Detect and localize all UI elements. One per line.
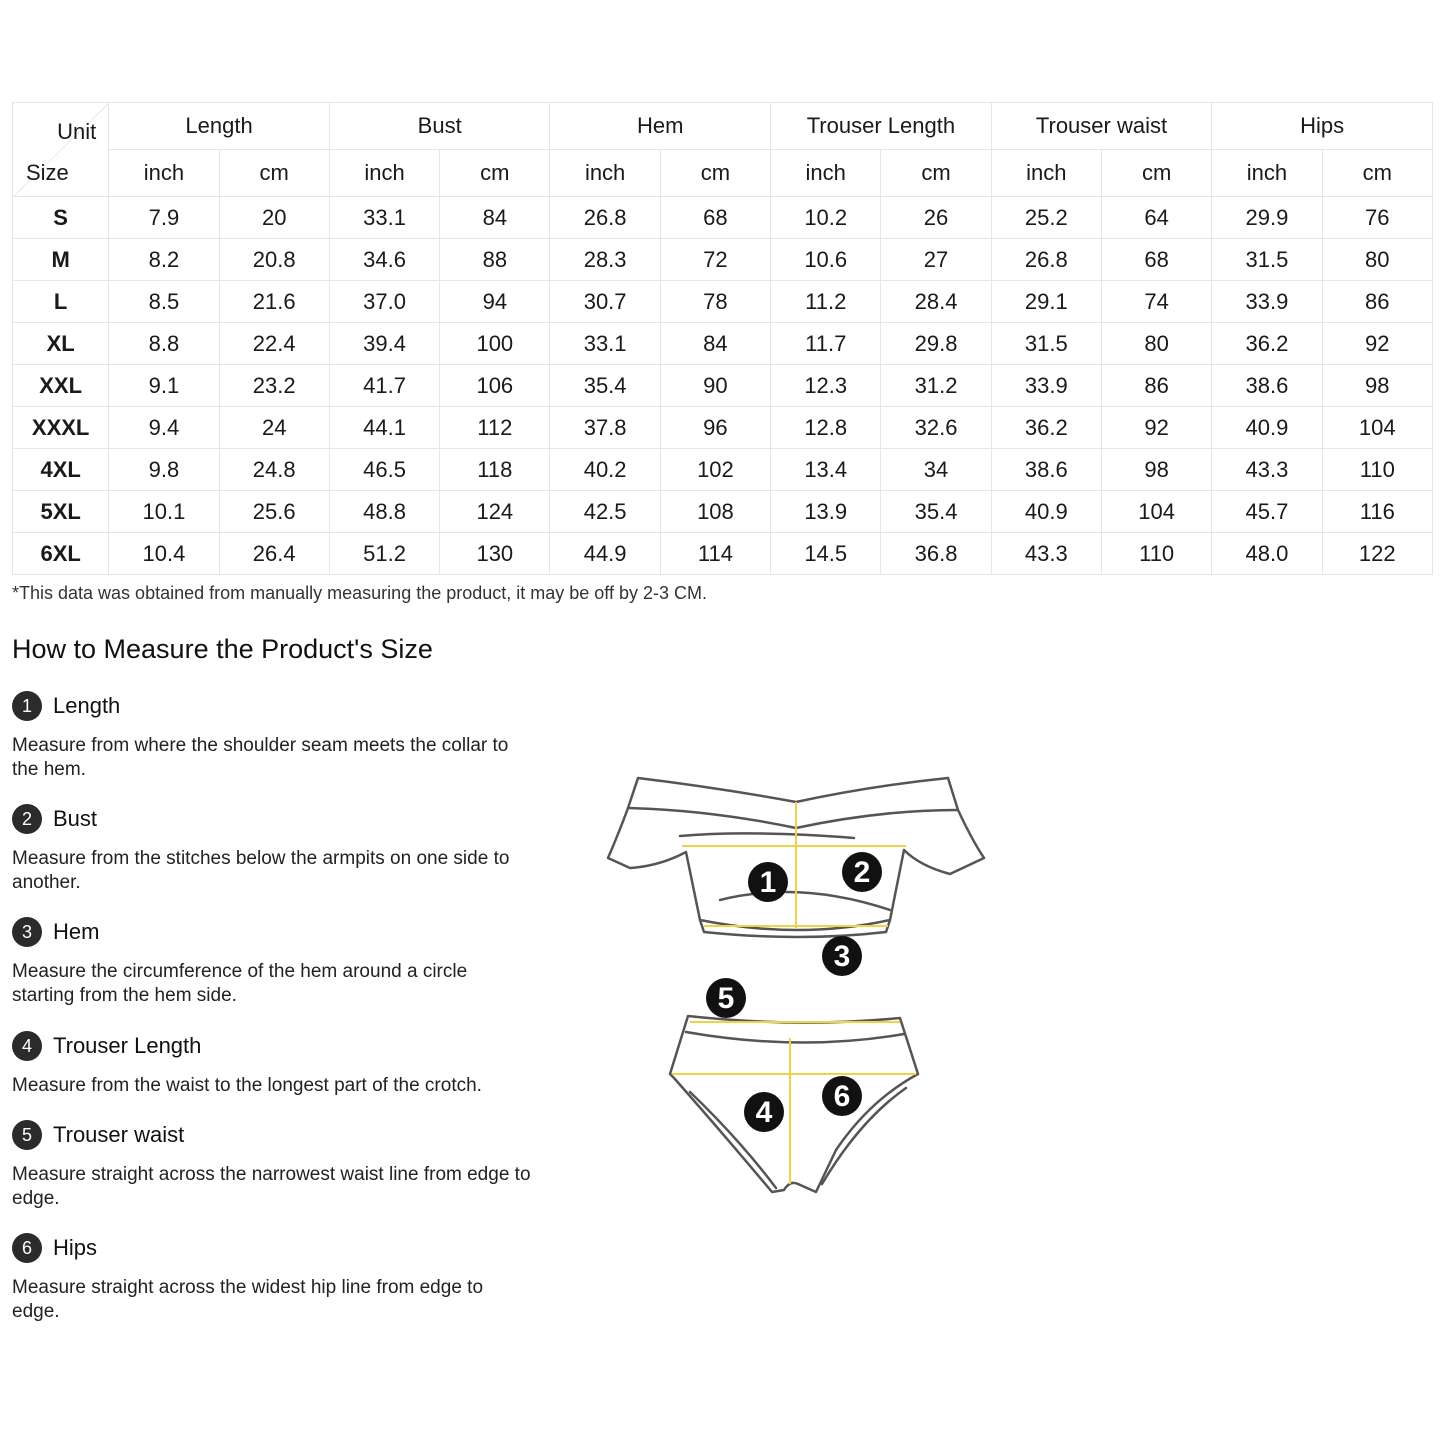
value-cell: 31.2: [881, 365, 991, 407]
unit-header-inch: inch: [771, 150, 881, 197]
value-cell: 80: [1322, 239, 1432, 281]
value-cell: 84: [440, 197, 550, 239]
table-row: [13, 323, 1433, 365]
bottom-waistband: [686, 1032, 904, 1043]
value-cell: 9.8: [109, 449, 219, 491]
size-label: Size: [26, 160, 69, 185]
unit-label: Unit: [57, 119, 97, 144]
value-cell: 23.2: [219, 365, 329, 407]
table-row: [13, 281, 1433, 323]
group-header-row: [13, 103, 1433, 150]
step-title: Hips: [53, 1235, 98, 1260]
value-cell: 34: [881, 449, 991, 491]
size-cell: 5XL: [13, 491, 109, 533]
size-cell: XXL: [13, 365, 109, 407]
unit-header-cm: cm: [219, 150, 329, 197]
value-cell: 36.2: [1212, 323, 1322, 365]
step-description: Measure straight across the widest hip line from edge to edge.: [12, 1277, 484, 1322]
group-header-hips: Hips: [1212, 103, 1433, 150]
value-cell: 48.0: [1212, 533, 1322, 575]
value-cell: 92: [1322, 323, 1432, 365]
value-cell: 80: [1101, 323, 1211, 365]
value-cell: 28.3: [550, 239, 660, 281]
marker-6-label: 6: [833, 1080, 851, 1113]
marker-4-label: 4: [755, 1096, 773, 1129]
value-cell: 96: [660, 407, 770, 449]
value-cell: 86: [1101, 365, 1211, 407]
step-trouser-length: [12, 1030, 532, 1098]
value-cell: 29.9: [1212, 197, 1322, 239]
step-description: Measure straight across the narrowest waist line from edge to edge.: [12, 1164, 531, 1209]
unit-header-inch: inch: [1212, 150, 1322, 197]
size-cell: XXXL: [13, 407, 109, 449]
value-cell: 10.4: [109, 533, 219, 575]
step-number-badge: 3: [12, 917, 42, 947]
unit-header-row: [13, 150, 1433, 197]
value-cell: 102: [660, 449, 770, 491]
value-cell: 31.5: [991, 323, 1101, 365]
value-cell: 106: [440, 365, 550, 407]
value-cell: 76: [1322, 197, 1432, 239]
unit-header-cm: cm: [440, 150, 550, 197]
value-cell: 8.5: [109, 281, 219, 323]
value-cell: 104: [1322, 407, 1432, 449]
step-hem: [12, 916, 532, 1008]
value-cell: 26.8: [550, 197, 660, 239]
value-cell: 26.8: [991, 239, 1101, 281]
value-cell: 11.2: [771, 281, 881, 323]
value-cell: 33.9: [1212, 281, 1322, 323]
corner-cell: [13, 103, 109, 197]
step-title: Bust: [53, 806, 98, 831]
value-cell: 12.3: [771, 365, 881, 407]
unit-header-cm: cm: [881, 150, 991, 197]
value-cell: 41.7: [329, 365, 439, 407]
value-cell: 94: [440, 281, 550, 323]
step-number-badge: 2: [12, 804, 42, 834]
top-wrap-line: [680, 833, 854, 838]
value-cell: 98: [1101, 449, 1211, 491]
unit-header-cm: cm: [660, 150, 770, 197]
value-cell: 104: [1101, 491, 1211, 533]
value-cell: 29.8: [881, 323, 991, 365]
value-cell: 24.8: [219, 449, 329, 491]
value-cell: 10.2: [771, 197, 881, 239]
table-row: [13, 239, 1433, 281]
top-band-fold: [628, 808, 958, 828]
unit-header-inch: inch: [550, 150, 660, 197]
value-cell: 13.9: [771, 491, 881, 533]
size-cell: L: [13, 281, 109, 323]
value-cell: 64: [1101, 197, 1211, 239]
value-cell: 130: [440, 533, 550, 575]
value-cell: 72: [660, 239, 770, 281]
value-cell: 43.3: [1212, 449, 1322, 491]
size-cell: 4XL: [13, 449, 109, 491]
step-number-badge: 4: [12, 1031, 42, 1061]
value-cell: 35.4: [550, 365, 660, 407]
value-cell: 74: [1101, 281, 1211, 323]
value-cell: 38.6: [1212, 365, 1322, 407]
marker-2-label: 2: [853, 856, 871, 889]
group-header-length: Length: [109, 103, 330, 150]
value-cell: 39.4: [329, 323, 439, 365]
value-cell: 29.1: [991, 281, 1101, 323]
group-header-bust: Bust: [329, 103, 550, 150]
unit-header-cm: cm: [1322, 150, 1432, 197]
step-number-badge: 1: [12, 691, 42, 721]
value-cell: 40.9: [1212, 407, 1322, 449]
value-cell: 45.7: [1212, 491, 1322, 533]
table-row: [13, 365, 1433, 407]
value-cell: 35.4: [881, 491, 991, 533]
size-cell: 6XL: [13, 533, 109, 575]
step-description: Measure from the stitches below the armpits on one side to another.: [12, 848, 510, 893]
value-cell: 31.5: [1212, 239, 1322, 281]
value-cell: 24: [219, 407, 329, 449]
value-cell: 26: [881, 197, 991, 239]
value-cell: 118: [440, 449, 550, 491]
value-cell: 25.6: [219, 491, 329, 533]
value-cell: 100: [440, 323, 550, 365]
value-cell: 32.6: [881, 407, 991, 449]
value-cell: 84: [660, 323, 770, 365]
value-cell: 122: [1322, 533, 1432, 575]
group-header-trouser-waist: Trouser waist: [991, 103, 1212, 150]
marker-5-label: 5: [717, 982, 735, 1015]
value-cell: 20: [219, 197, 329, 239]
value-cell: 10.6: [771, 239, 881, 281]
step-trouser-waist: [12, 1119, 532, 1211]
value-cell: 40.2: [550, 449, 660, 491]
size-cell: XL: [13, 323, 109, 365]
step-title: Hem: [53, 919, 100, 944]
size-chart-table: [12, 102, 1433, 575]
value-cell: 51.2: [329, 533, 439, 575]
value-cell: 21.6: [219, 281, 329, 323]
value-cell: 86: [1322, 281, 1432, 323]
value-cell: 114: [660, 533, 770, 575]
step-title: Trouser waist: [53, 1122, 185, 1147]
value-cell: 43.3: [991, 533, 1101, 575]
value-cell: 13.4: [771, 449, 881, 491]
value-cell: 34.6: [329, 239, 439, 281]
value-cell: 30.7: [550, 281, 660, 323]
step-number-badge: 6: [12, 1233, 42, 1263]
step-hips: [12, 1232, 532, 1324]
value-cell: 90: [660, 365, 770, 407]
step-description: Measure the circumference of the hem around a circle starting from the hem side.: [12, 961, 468, 1006]
step-bust: [12, 803, 532, 895]
howto-title: How to Measure the Product's Size: [12, 634, 433, 664]
value-cell: 48.8: [329, 491, 439, 533]
value-cell: 88: [440, 239, 550, 281]
value-cell: 37.8: [550, 407, 660, 449]
step-title: Length: [53, 693, 121, 718]
table-row: [13, 533, 1433, 575]
marker-3-label: 3: [833, 940, 851, 973]
unit-header-inch: inch: [109, 150, 219, 197]
value-cell: 110: [1101, 533, 1211, 575]
value-cell: 27: [881, 239, 991, 281]
step-description: Measure from the waist to the longest part of the crotch.: [12, 1075, 482, 1096]
group-header-hem: Hem: [550, 103, 771, 150]
value-cell: 124: [440, 491, 550, 533]
value-cell: 22.4: [219, 323, 329, 365]
table-row: [13, 449, 1433, 491]
unit-header-inch: inch: [329, 150, 439, 197]
table-row: [13, 407, 1433, 449]
value-cell: 33.1: [329, 197, 439, 239]
table-row: [13, 197, 1433, 239]
step-description: Measure from where the shoulder seam meets the collar to the hem.: [12, 735, 509, 780]
value-cell: 8.2: [109, 239, 219, 281]
value-cell: 28.4: [881, 281, 991, 323]
top-wrap-line: [720, 892, 890, 910]
unit-header-inch: inch: [991, 150, 1101, 197]
size-cell: M: [13, 239, 109, 281]
value-cell: 46.5: [329, 449, 439, 491]
value-cell: 98: [1322, 365, 1432, 407]
value-cell: 92: [1101, 407, 1211, 449]
value-cell: 9.1: [109, 365, 219, 407]
value-cell: 78: [660, 281, 770, 323]
marker-1-label: 1: [759, 866, 777, 899]
value-cell: 38.6: [991, 449, 1101, 491]
value-cell: 12.8: [771, 407, 881, 449]
value-cell: 44.1: [329, 407, 439, 449]
value-cell: 108: [660, 491, 770, 533]
measurement-note: *This data was obtained from manually measuring the product, it may be off by 2-3 CM.: [12, 583, 708, 603]
value-cell: 68: [660, 197, 770, 239]
unit-header-cm: cm: [1101, 150, 1211, 197]
value-cell: 44.9: [550, 533, 660, 575]
value-cell: 10.1: [109, 491, 219, 533]
value-cell: 36.8: [881, 533, 991, 575]
value-cell: 20.8: [219, 239, 329, 281]
value-cell: 36.2: [991, 407, 1101, 449]
value-cell: 116: [1322, 491, 1432, 533]
value-cell: 112: [440, 407, 550, 449]
value-cell: 26.4: [219, 533, 329, 575]
value-cell: 11.7: [771, 323, 881, 365]
value-cell: 42.5: [550, 491, 660, 533]
value-cell: 25.2: [991, 197, 1101, 239]
value-cell: 37.0: [329, 281, 439, 323]
value-cell: 8.8: [109, 323, 219, 365]
group-header-trouser-length: Trouser Length: [771, 103, 992, 150]
value-cell: 14.5: [771, 533, 881, 575]
value-cell: 40.9: [991, 491, 1101, 533]
value-cell: 110: [1322, 449, 1432, 491]
step-number-badge: 5: [12, 1120, 42, 1150]
step-length: [12, 690, 532, 782]
value-cell: 33.1: [550, 323, 660, 365]
table-row: [13, 491, 1433, 533]
value-cell: 68: [1101, 239, 1211, 281]
measurement-diagram: [600, 770, 1000, 1210]
size-cell: S: [13, 197, 109, 239]
value-cell: 9.4: [109, 407, 219, 449]
step-title: Trouser Length: [53, 1033, 202, 1058]
value-cell: 33.9: [991, 365, 1101, 407]
value-cell: 7.9: [109, 197, 219, 239]
